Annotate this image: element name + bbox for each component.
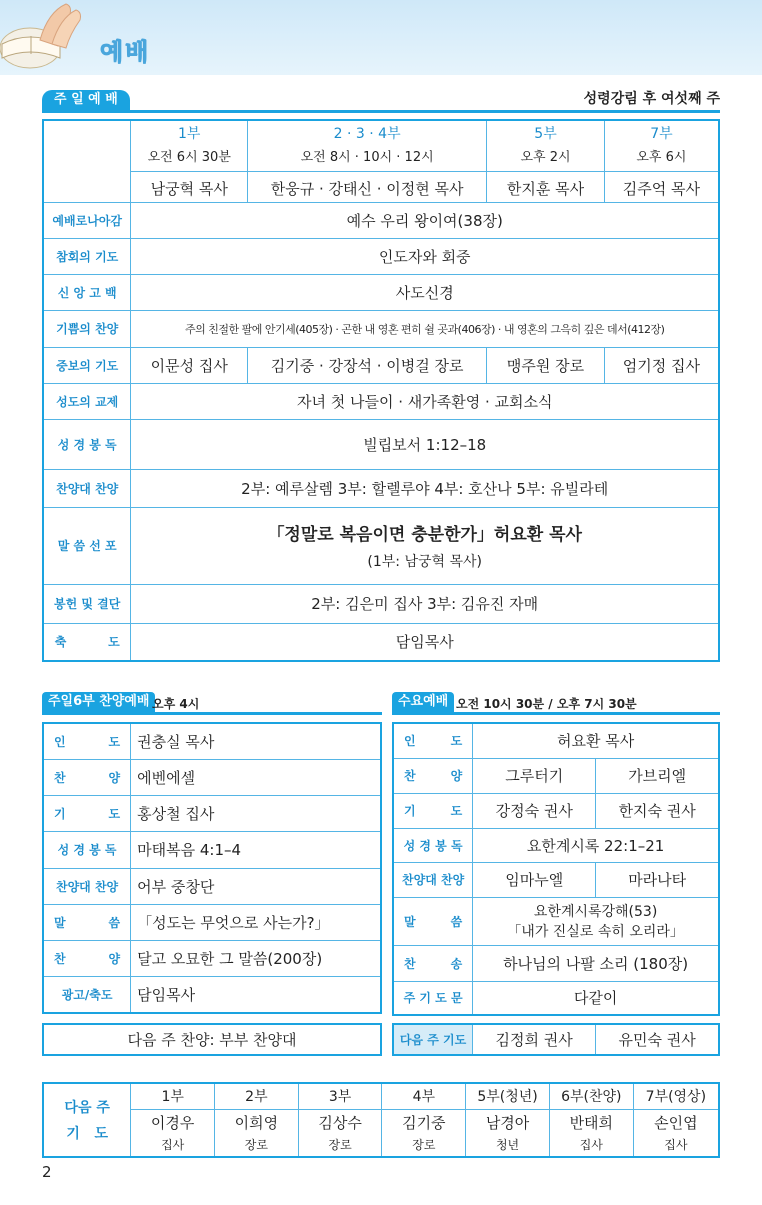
label-part: 씀 <box>108 915 121 930</box>
label-part: 찬 <box>54 951 66 966</box>
label-part: 말 <box>404 914 416 929</box>
wed-row-sermon <box>393 897 719 945</box>
service-time: 오전 8시 · 10시 · 12시 <box>300 150 434 166</box>
prayer-role: 집사 <box>161 1138 185 1153</box>
row-value <box>473 897 719 945</box>
wed-row-praise <box>393 758 719 793</box>
row-label: 참회의 기도 <box>43 238 131 274</box>
row-value: 담임목사 <box>131 623 719 661</box>
service-3 <box>487 120 605 202</box>
row-label: 성도의 교제 <box>43 383 131 419</box>
next-parts-row <box>43 1083 719 1109</box>
row-value: 한지숙 권사 <box>596 793 719 828</box>
prayer-role: 장로 <box>244 1138 268 1153</box>
row-value: 예수 우리 왕이여(38장) <box>131 202 719 238</box>
row-value: 달고 오묘한 그 말씀(200장) <box>131 940 381 976</box>
part: 4부 <box>382 1083 466 1109</box>
prayer-2: 김기중 · 강장석 · 이병걸 장로 <box>248 347 487 383</box>
label-part: 씀 <box>450 914 463 929</box>
page-header <box>0 0 762 75</box>
corner-cell <box>43 120 131 202</box>
label-part: 찬 <box>404 769 416 783</box>
row-label: 중보의 기도 <box>43 347 131 383</box>
label-part: 송 <box>450 956 463 971</box>
next-week-prayer-table <box>42 1082 720 1158</box>
section-divider <box>42 110 720 113</box>
label-part: 양 <box>450 769 463 783</box>
section-divider <box>42 712 382 715</box>
service-leader: 한웅규 · 강태신 · 이정현 목사 <box>248 171 486 199</box>
page-title: 예배 <box>100 38 151 66</box>
wed-row-choir <box>393 862 719 897</box>
praying-hands-bible-icon <box>0 0 95 75</box>
row-value: 주의 친절한 팔에 안기세(405장) · 곤한 내 영혼 편히 쉴 곳과(406장) · 내 영혼의 그윽히 깊은 데서(412장) <box>131 310 719 347</box>
service-2 <box>248 120 487 202</box>
row-label: 말 씀 선 포 <box>43 507 131 584</box>
part: 3부 <box>298 1083 382 1109</box>
label-part: 양 <box>108 951 121 966</box>
row-creed <box>43 274 719 310</box>
row-value: 다같이 <box>473 981 719 1015</box>
label-part: 도 <box>108 734 121 749</box>
prayer-name: 반태희 <box>569 1114 614 1133</box>
prayer-name: 남경아 <box>485 1114 530 1133</box>
week-label: 성령강림 후 여섯째 주 <box>583 91 720 107</box>
prayer-role: 장로 <box>328 1138 352 1153</box>
row-sermon <box>43 507 719 584</box>
part: 6부(찬양) <box>549 1083 633 1109</box>
next-names-row <box>43 1109 719 1157</box>
sixth-next-praise <box>42 1023 382 1056</box>
row-value: 요한계시록 22:1–21 <box>473 828 719 862</box>
row-value: 허요환 목사 <box>473 723 719 758</box>
row-label: 찬양대 찬양 <box>43 469 131 507</box>
next-prayer-2: 유민숙 권사 <box>596 1024 719 1055</box>
label-part: 찬 <box>404 956 416 971</box>
row-value: 마태복음 4:1–4 <box>131 831 381 868</box>
row-value: 그루터기 <box>473 758 596 793</box>
prayer-name: 이경우 <box>150 1114 195 1133</box>
row-value: 에벤에셀 <box>131 759 381 795</box>
row-call <box>43 202 719 238</box>
row-label: 봉헌 및 결단 <box>43 584 131 623</box>
label-line: 기 도 <box>66 1126 108 1142</box>
row-value: 강정숙 권사 <box>473 793 596 828</box>
row-label: 찬양대 찬양 <box>393 862 473 897</box>
sermon-title: 「정말로 복음이면 충분한가」허요환 목사 <box>267 525 582 545</box>
sixth-service-tag: 주일6부 찬양예배 <box>42 692 155 712</box>
wednesday-next-prayer <box>392 1023 720 1056</box>
prayer-name: 이희영 <box>234 1114 279 1133</box>
sixth-row <box>43 976 381 1013</box>
row-value: 「성도는 무엇으로 사는가?」 <box>131 904 381 940</box>
sixth-row <box>43 759 381 795</box>
row-choir <box>43 469 719 507</box>
row-label: 주 기 도 문 <box>393 981 473 1015</box>
row-value: 자녀 첫 나들이 · 새가족환영 · 교회소식 <box>131 383 719 419</box>
row-invocation <box>43 238 719 274</box>
sermon-series: 요한계시록강해(53) <box>533 904 658 920</box>
row-value: 2부: 예루살렘 3부: 할렐루야 4부: 호산나 5부: 유빌라테 <box>131 469 719 507</box>
prayer-name: 손인엽 <box>654 1114 698 1133</box>
row-value <box>131 507 719 584</box>
service-leader: 남궁혁 목사 <box>131 171 247 199</box>
sermon-title: 「내가 진실로 속히 오리라」 <box>507 924 684 940</box>
row-value: 어부 중창단 <box>131 868 381 904</box>
section-divider <box>392 712 720 715</box>
part: 1부 <box>131 1083 215 1109</box>
service-leader: 한지훈 목사 <box>487 171 604 199</box>
row-benediction <box>43 623 719 661</box>
prayer-role: 집사 <box>664 1138 688 1153</box>
label-part: 찬 <box>54 770 66 785</box>
sunday-order-table <box>42 119 720 662</box>
prayer-role: 장로 <box>412 1138 436 1153</box>
row-label: 성 경 봉 독 <box>393 828 473 862</box>
row-label: 성 경 봉 독 <box>43 419 131 469</box>
page-number: 2 <box>42 1163 52 1181</box>
row-value: 빌립보서 1:12–18 <box>131 419 719 469</box>
row-value: 홍상철 집사 <box>131 795 381 831</box>
sunday-worship-tag: 주 일 예 배 <box>42 90 130 110</box>
sixth-row <box>43 940 381 976</box>
services-header-row <box>43 120 719 202</box>
service-time: 오후 6시 <box>636 150 687 166</box>
service-time: 오후 2시 <box>520 150 571 166</box>
service-1 <box>131 120 248 202</box>
label-part: 양 <box>108 770 121 785</box>
row-value: 임마누엘 <box>473 862 596 897</box>
next-praise-text: 다음 주 찬양: 부부 찬양대 <box>43 1024 381 1055</box>
prayer-1: 이문성 집사 <box>131 347 248 383</box>
label-part: 도 <box>450 804 463 818</box>
wednesday-table <box>392 722 720 1016</box>
wed-row-lords-prayer <box>393 981 719 1015</box>
next-prayer-1: 김정희 권사 <box>473 1024 596 1055</box>
prayer-role: 집사 <box>579 1138 603 1153</box>
label-part: 기 <box>54 806 66 821</box>
row-intercession <box>43 347 719 383</box>
prayer-name: 김기중 <box>402 1114 446 1133</box>
row-joy <box>43 310 719 347</box>
next-prayer-label <box>43 1083 131 1157</box>
wed-row-leader <box>393 723 719 758</box>
row-fellowship <box>43 383 719 419</box>
sixth-service-table <box>42 722 382 1014</box>
row-label: 축 도 <box>43 623 131 661</box>
label-line: 다음 주 <box>64 1100 110 1116</box>
service-leader: 김주억 목사 <box>605 171 718 199</box>
service-time: 오전 6시 30분 <box>147 150 231 166</box>
sixth-row <box>43 904 381 940</box>
row-value: 가브리엘 <box>596 758 719 793</box>
label-part: 도 <box>450 734 463 749</box>
label-part: 기 <box>404 804 416 818</box>
sixth-row <box>43 831 381 868</box>
row-label: 기쁨의 찬양 <box>43 310 131 347</box>
part: 7부(영상) <box>633 1083 719 1109</box>
wed-row-prayer <box>393 793 719 828</box>
prayer-role: 청년 <box>495 1138 520 1153</box>
service-4 <box>604 120 719 202</box>
row-value: 하나님의 나팔 소리 (180장) <box>473 945 719 981</box>
sermon-note: (1부: 남궁혁 목사) <box>367 554 482 570</box>
service-name: 7부 <box>650 126 673 143</box>
prayer-name: 김상수 <box>318 1114 362 1133</box>
sixth-row <box>43 723 381 759</box>
row-value: 권충실 목사 <box>131 723 381 759</box>
wed-row-hymn <box>393 945 719 981</box>
label-part: 도 <box>108 806 121 821</box>
row-offering <box>43 584 719 623</box>
row-value: 인도자와 회중 <box>131 238 719 274</box>
row-value: 사도신경 <box>131 274 719 310</box>
label-part: 말 <box>54 915 66 930</box>
service-name: 1부 <box>178 126 201 143</box>
label-part: 인 <box>54 734 66 749</box>
row-value: 마라나타 <box>596 862 719 897</box>
sixth-row <box>43 795 381 831</box>
sixth-row <box>43 868 381 904</box>
prayer-4: 엄기정 집사 <box>604 347 719 383</box>
row-value: 담임목사 <box>131 976 381 1013</box>
service-name: 2 · 3 · 4부 <box>333 126 401 143</box>
row-label: 찬양대 찬양 <box>43 868 131 904</box>
sixth-service-time: 오후 4시 <box>152 697 200 711</box>
row-label: 예배로나아감 <box>43 202 131 238</box>
wednesday-time: 오전 10시 30분 / 오후 7시 30분 <box>456 697 637 711</box>
part: 2부 <box>215 1083 299 1109</box>
wed-row-scripture <box>393 828 719 862</box>
row-label: 신 앙 고 백 <box>43 274 131 310</box>
label-part: 인 <box>404 734 416 749</box>
row-value: 2부: 김은미 집사 3부: 김유진 자매 <box>131 584 719 623</box>
wednesday-tag: 수요예배 <box>392 692 454 712</box>
prayer-3: 맹주원 장로 <box>487 347 605 383</box>
row-label: 성 경 봉 독 <box>43 831 131 868</box>
next-prayer-label: 다음 주 기도 <box>393 1024 473 1055</box>
part: 5부(청년) <box>466 1083 550 1109</box>
row-scripture <box>43 419 719 469</box>
service-name: 5부 <box>534 126 557 143</box>
row-label: 광고/축도 <box>43 976 131 1013</box>
